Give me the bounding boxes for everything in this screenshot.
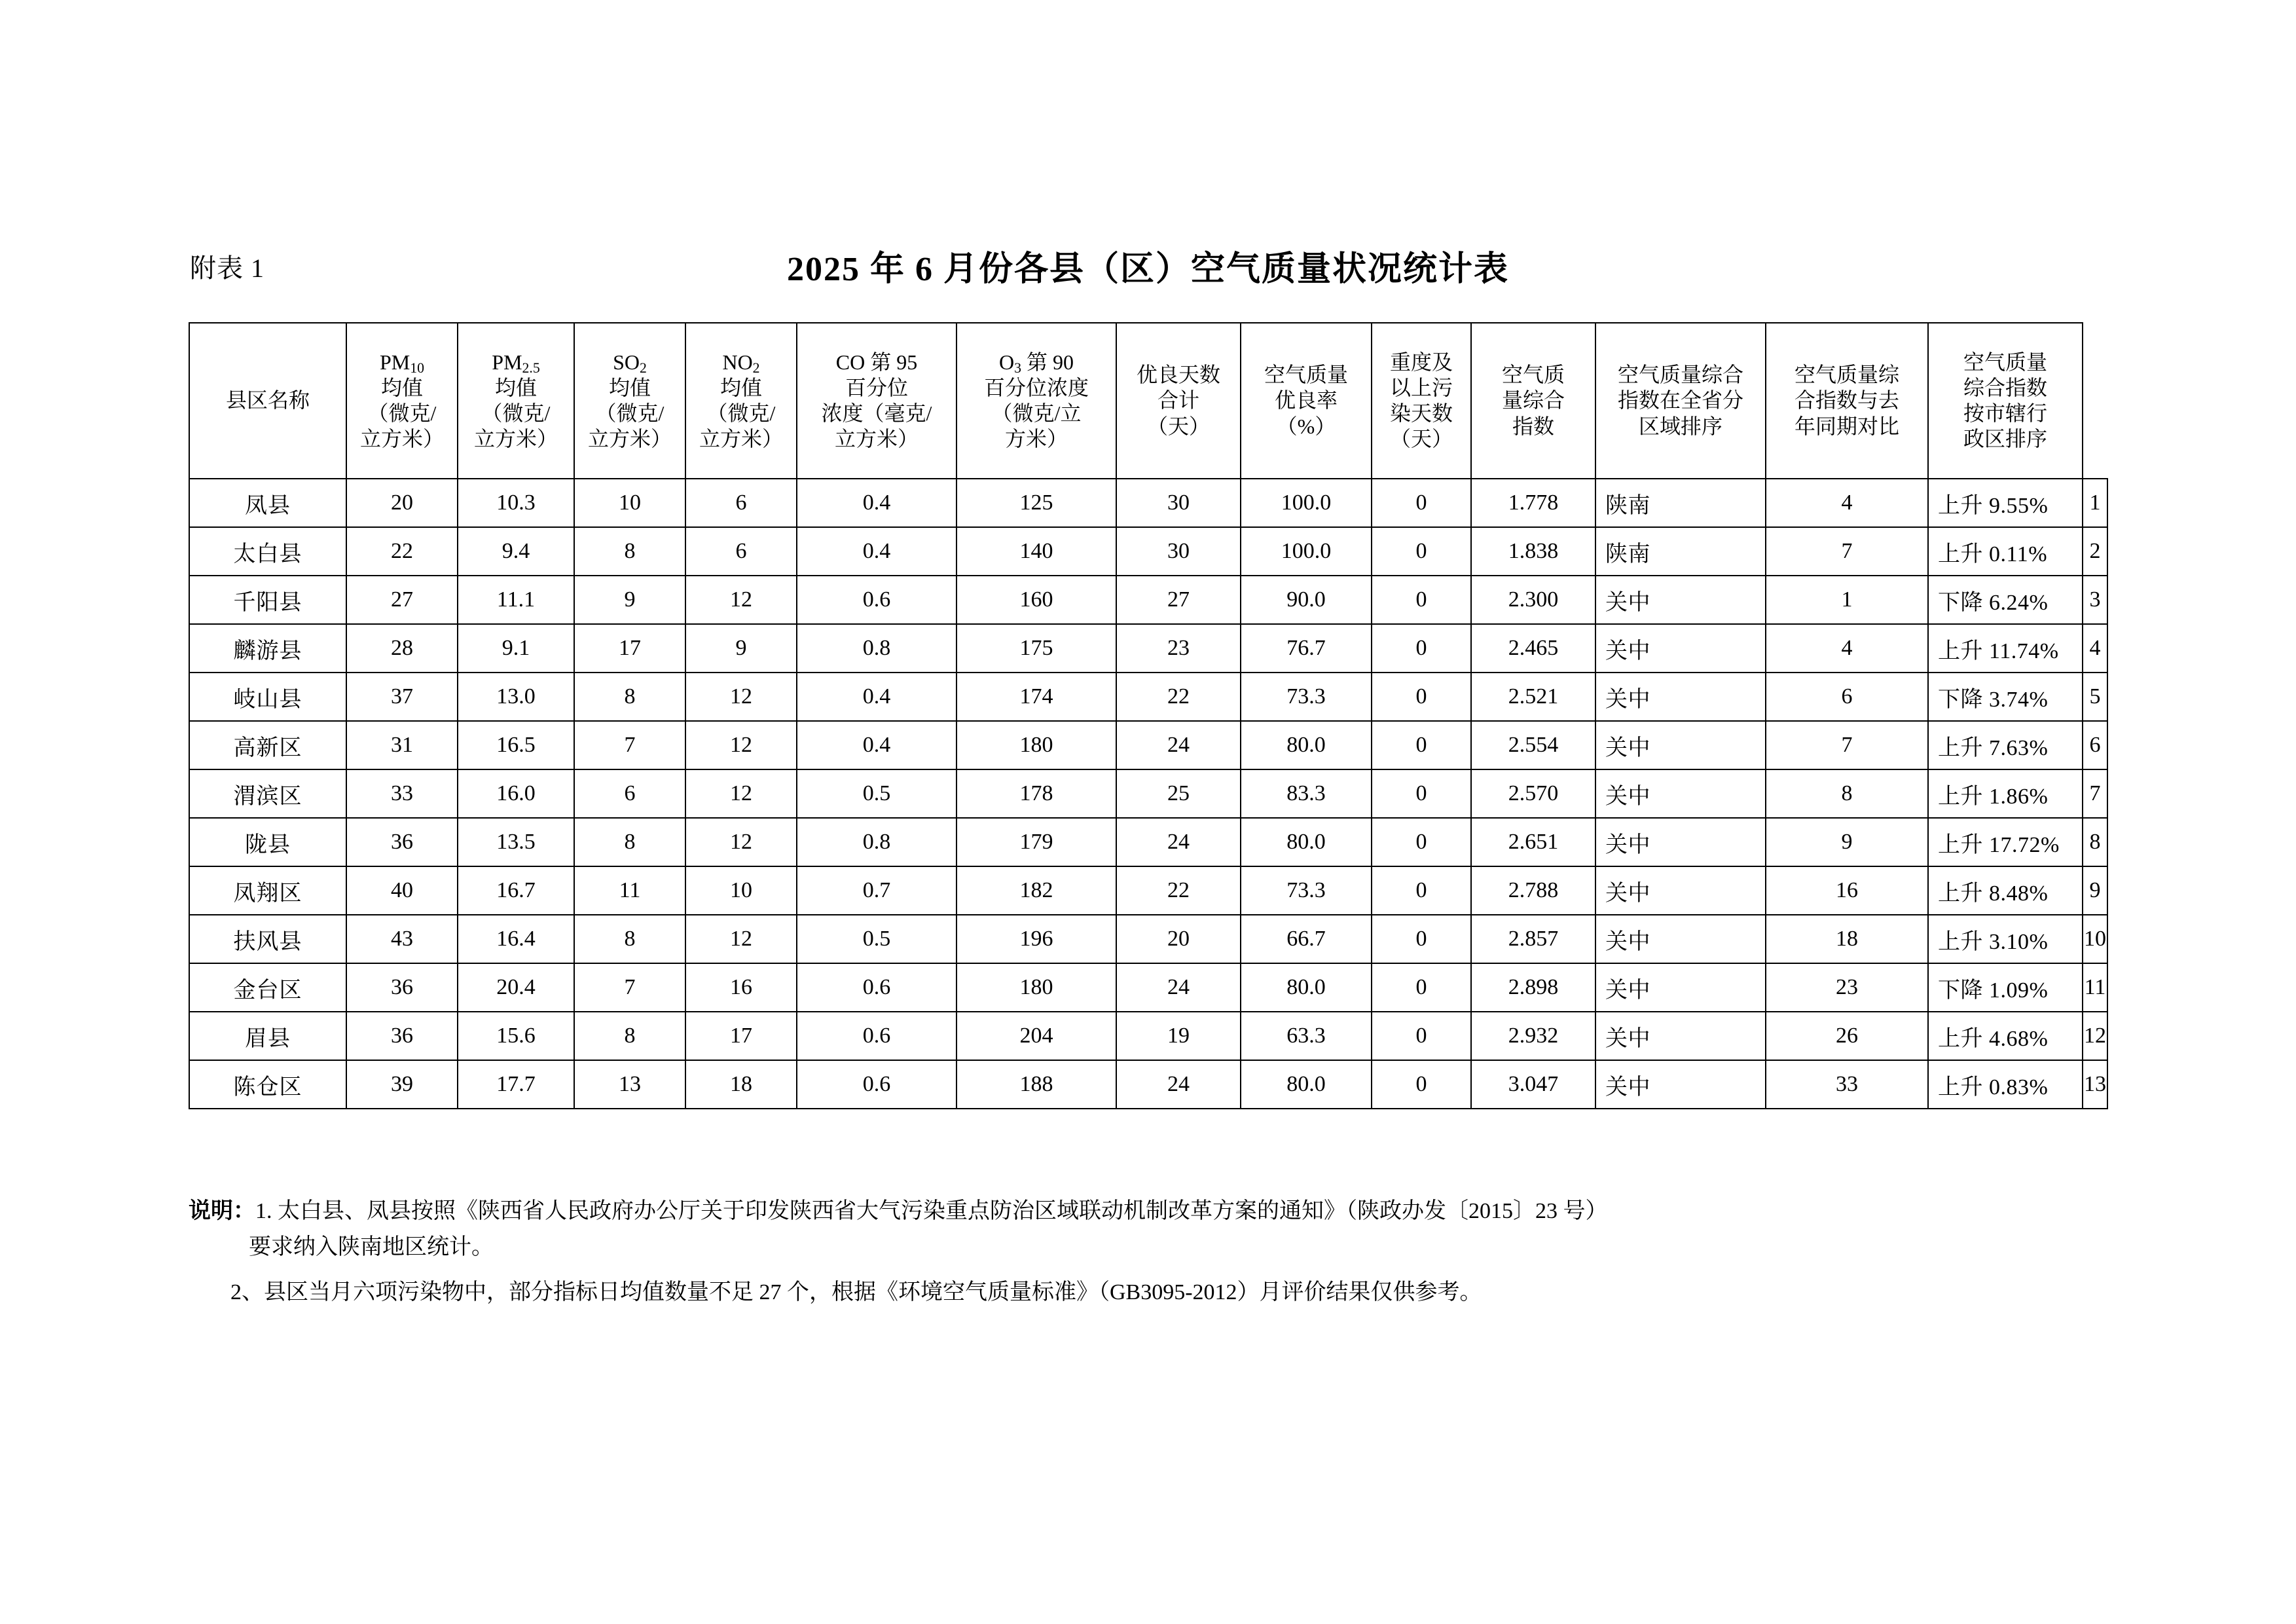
cell-city-rank: 8 xyxy=(2083,818,2107,866)
cell-comp-index: 2.932 xyxy=(1471,1012,1595,1060)
col-header-city-rank-line1: 空气质量 xyxy=(1963,350,2047,374)
cell-heavy-days: 0 xyxy=(1372,479,1471,527)
table-row xyxy=(189,963,2107,1012)
cell-pm10: 22 xyxy=(346,527,458,576)
cell-pm10: 31 xyxy=(346,721,458,769)
col-header-province-region xyxy=(1595,323,1766,479)
col-header-pm10-line3: （微克/ xyxy=(367,401,437,425)
cell-name: 凤翔区 xyxy=(189,866,346,915)
cell-pm10: 27 xyxy=(346,576,458,624)
cell-name: 凤县 xyxy=(189,479,346,527)
cell-co: 0.5 xyxy=(797,769,957,818)
cell-so2: 7 xyxy=(574,721,685,769)
col-header-good-rate-line2: 优良率 xyxy=(1274,388,1338,413)
col-header-no2-line2: 均值 xyxy=(720,375,762,399)
cell-name: 陇县 xyxy=(189,818,346,866)
col-header-o3-line1: $O_3$ 第 90 xyxy=(999,350,1074,377)
cell-comp-index: 2.857 xyxy=(1471,915,1595,963)
col-header-o3 xyxy=(957,323,1116,479)
cell-city-rank: 2 xyxy=(2083,527,2107,576)
cell-city-rank: 10 xyxy=(2083,915,2107,963)
cell-heavy-days: 0 xyxy=(1372,1060,1471,1109)
cell-o3: 182 xyxy=(957,866,1116,915)
cell-pm25: 17.7 xyxy=(458,1060,574,1109)
cell-region: 关中 xyxy=(1595,624,1766,673)
cell-name: 太白县 xyxy=(189,527,346,576)
cell-comp-index: 2.570 xyxy=(1471,769,1595,818)
cell-so2: 13 xyxy=(574,1060,685,1109)
cell-good-rate: 100.0 xyxy=(1241,479,1372,527)
cell-name: 麟游县 xyxy=(189,624,346,673)
cell-so2: 8 xyxy=(574,915,685,963)
cell-pm10: 36 xyxy=(346,818,458,866)
cell-co: 0.5 xyxy=(797,915,957,963)
col-header-no2-line1: $NO_2$ xyxy=(722,350,760,377)
col-header-heavy-days-line4: （天） xyxy=(1389,427,1453,451)
cell-name: 陈仓区 xyxy=(189,1060,346,1109)
col-header-so2-line3: （微克/ xyxy=(595,401,665,425)
cell-comp-index: 2.521 xyxy=(1471,673,1595,721)
cell-so2: 9 xyxy=(574,576,685,624)
cell-co: 0.4 xyxy=(797,527,957,576)
cell-city-rank: 3 xyxy=(2083,576,2107,624)
cell-so2: 6 xyxy=(574,769,685,818)
col-header-so2-line1: $SO_2$ xyxy=(613,350,647,377)
col-header-pm10-line2: 均值 xyxy=(380,375,423,399)
cell-name: 眉县 xyxy=(189,1012,346,1060)
cell-city-rank: 9 xyxy=(2083,866,2107,915)
cell-yoy: 上升 7.63% xyxy=(1928,721,2083,769)
notes-block xyxy=(189,1193,2126,1310)
col-header-no2-line4: 立方米） xyxy=(699,427,783,451)
cell-o3: 204 xyxy=(957,1012,1116,1060)
cell-no2: 12 xyxy=(685,769,797,818)
cell-good-days: 25 xyxy=(1116,769,1241,818)
cell-o3: 188 xyxy=(957,1060,1116,1109)
cell-yoy: 下降 3.74% xyxy=(1928,673,2083,721)
cell-good-days: 19 xyxy=(1116,1012,1241,1060)
cell-good-rate: 80.0 xyxy=(1241,721,1372,769)
col-header-good-rate-line1: 空气质量 xyxy=(1264,363,1348,387)
cell-pm25: 16.4 xyxy=(458,915,574,963)
cell-o3: 179 xyxy=(957,818,1116,866)
cell-region-rank: 7 xyxy=(1766,527,1928,576)
cell-good-rate: 73.3 xyxy=(1241,866,1372,915)
cell-so2: 8 xyxy=(574,527,685,576)
col-header-co-line2: 百分位 xyxy=(845,375,908,399)
cell-good-rate: 73.3 xyxy=(1241,673,1372,721)
table-row xyxy=(189,769,2107,818)
cell-comp-index: 2.554 xyxy=(1471,721,1595,769)
cell-region-rank: 26 xyxy=(1766,1012,1928,1060)
cell-pm10: 36 xyxy=(346,1012,458,1060)
col-header-city-rank-line3: 按市辖行 xyxy=(1963,401,2047,425)
col-header-good-rate-line3: （%） xyxy=(1276,414,1336,438)
cell-yoy: 上升 17.72% xyxy=(1928,818,2083,866)
col-header-so2-line4: 立方米） xyxy=(587,427,672,451)
col-header-co xyxy=(797,323,957,479)
cell-pm25: 9.4 xyxy=(458,527,574,576)
col-header-pm10 xyxy=(346,323,458,479)
cell-good-rate: 80.0 xyxy=(1241,818,1372,866)
cell-pm25: 20.4 xyxy=(458,963,574,1012)
cell-pm10: 36 xyxy=(346,963,458,1012)
cell-name: 金台区 xyxy=(189,963,346,1012)
cell-pm10: 33 xyxy=(346,769,458,818)
col-header-city-rank xyxy=(1928,323,2083,479)
cell-name: 渭滨区 xyxy=(189,769,346,818)
cell-good-rate: 76.7 xyxy=(1241,624,1372,673)
cell-region-rank: 1 xyxy=(1766,576,1928,624)
col-header-comp-index xyxy=(1471,323,1595,479)
col-header-name xyxy=(189,323,346,479)
cell-heavy-days: 0 xyxy=(1372,624,1471,673)
col-header-comp-index-line1: 空气质 xyxy=(1501,363,1565,387)
cell-no2: 6 xyxy=(685,527,797,576)
col-header-so2-line2: 均值 xyxy=(608,375,651,399)
col-header-pm25-line3: （微克/ xyxy=(481,401,551,425)
cell-city-rank: 6 xyxy=(2083,721,2107,769)
cell-comp-index: 2.651 xyxy=(1471,818,1595,866)
cell-so2: 11 xyxy=(574,866,685,915)
col-header-city-rank-line4: 政区排序 xyxy=(1963,427,2047,451)
cell-o3: 178 xyxy=(957,769,1116,818)
cell-co: 0.8 xyxy=(797,624,957,673)
cell-good-days: 24 xyxy=(1116,721,1241,769)
cell-no2: 12 xyxy=(685,721,797,769)
cell-yoy: 上升 0.11% xyxy=(1928,527,2083,576)
cell-yoy: 上升 11.74% xyxy=(1928,624,2083,673)
cell-comp-index: 2.465 xyxy=(1471,624,1595,673)
cell-no2: 12 xyxy=(685,673,797,721)
cell-region-rank: 33 xyxy=(1766,1060,1928,1109)
notes-line-1-cont: 要求纳入陕南地区统计。 xyxy=(249,1235,494,1260)
notes-line-1-text: 1. 太白县、凤县按照《陕西省人民政府办公厅关于印发陕西省大气污染重点防治区域联动机制改革方案的通知》（陕政办发〔2015〕23 号） xyxy=(255,1199,1608,1223)
cell-o3: 175 xyxy=(957,624,1116,673)
cell-so2: 8 xyxy=(574,818,685,866)
cell-heavy-days: 0 xyxy=(1372,721,1471,769)
col-header-good-days-line3: （天） xyxy=(1146,414,1210,438)
cell-region: 陕南 xyxy=(1595,527,1766,576)
cell-heavy-days: 0 xyxy=(1372,915,1471,963)
cell-no2: 6 xyxy=(685,479,797,527)
col-header-comp-index-line2: 量综合 xyxy=(1501,388,1565,413)
cell-yoy: 上升 0.83% xyxy=(1928,1060,2083,1109)
col-header-yoy-line2: 合指数与去 xyxy=(1794,388,1899,413)
cell-no2: 16 xyxy=(685,963,797,1012)
cell-o3: 160 xyxy=(957,576,1116,624)
col-header-pm25-line4: 立方米） xyxy=(473,427,558,451)
cell-region: 关中 xyxy=(1595,1060,1766,1109)
cell-pm25: 16.0 xyxy=(458,769,574,818)
cell-good-days: 22 xyxy=(1116,673,1241,721)
col-header-heavy-days-line3: 染天数 xyxy=(1389,401,1453,425)
cell-good-days: 24 xyxy=(1116,1060,1241,1109)
cell-co: 0.4 xyxy=(797,479,957,527)
cell-good-rate: 63.3 xyxy=(1241,1012,1372,1060)
cell-city-rank: 5 xyxy=(2083,673,2107,721)
cell-no2: 9 xyxy=(685,624,797,673)
col-header-yoy-line1: 空气质量综 xyxy=(1794,363,1899,387)
table-row xyxy=(189,527,2107,576)
col-header-yoy xyxy=(1766,323,1928,479)
cell-comp-index: 3.047 xyxy=(1471,1060,1595,1109)
table-header-row xyxy=(189,323,2107,479)
cell-pm25: 16.5 xyxy=(458,721,574,769)
cell-good-rate: 90.0 xyxy=(1241,576,1372,624)
cell-pm10: 20 xyxy=(346,479,458,527)
cell-heavy-days: 0 xyxy=(1372,1012,1471,1060)
cell-pm25: 13.0 xyxy=(458,673,574,721)
cell-pm10: 28 xyxy=(346,624,458,673)
cell-pm25: 15.6 xyxy=(458,1012,574,1060)
table-row xyxy=(189,673,2107,721)
cell-name: 扶风县 xyxy=(189,915,346,963)
table-row xyxy=(189,818,2107,866)
cell-yoy: 下降 1.09% xyxy=(1928,963,2083,1012)
col-header-comp-index-line3: 指数 xyxy=(1512,414,1554,438)
cell-good-days: 24 xyxy=(1116,963,1241,1012)
cell-pm25: 13.5 xyxy=(458,818,574,866)
cell-so2: 7 xyxy=(574,963,685,1012)
col-header-good-rate xyxy=(1241,323,1372,479)
col-header-heavy-days-line1: 重度及 xyxy=(1389,350,1453,374)
cell-o3: 125 xyxy=(957,479,1116,527)
cell-city-rank: 11 xyxy=(2083,963,2107,1012)
cell-no2: 18 xyxy=(685,1060,797,1109)
cell-good-rate: 83.3 xyxy=(1241,769,1372,818)
cell-pm10: 37 xyxy=(346,673,458,721)
cell-heavy-days: 0 xyxy=(1372,866,1471,915)
col-header-province-region-line1: 空气质量综合 xyxy=(1617,363,1743,387)
cell-good-days: 27 xyxy=(1116,576,1241,624)
cell-yoy: 上升 4.68% xyxy=(1928,1012,2083,1060)
table-row xyxy=(189,576,2107,624)
col-header-pm25-line1: $PM_{2.5}$ xyxy=(492,350,540,377)
cell-yoy: 上升 1.86% xyxy=(1928,769,2083,818)
col-header-good-days xyxy=(1116,323,1241,479)
cell-no2: 12 xyxy=(685,818,797,866)
notes-line-2: 2、县区当月六项污染物中，部分指标日均值数量不足 27 个，根据《环境空气质量标准》（GB3095-2012）月评价结果仅供参考。 xyxy=(230,1280,1482,1305)
cell-name: 千阳县 xyxy=(189,576,346,624)
col-header-heavy-days xyxy=(1372,323,1471,479)
cell-region-rank: 4 xyxy=(1766,624,1928,673)
col-header-pm10-line1: $PM_{10}$ xyxy=(380,350,424,377)
col-header-o3-line3: （微克/立 xyxy=(991,401,1082,425)
cell-comp-index: 1.838 xyxy=(1471,527,1595,576)
cell-yoy: 上升 9.55% xyxy=(1928,479,2083,527)
cell-yoy: 上升 3.10% xyxy=(1928,915,2083,963)
cell-heavy-days: 0 xyxy=(1372,576,1471,624)
page-title: 2025 年 6 月份各县（区）空气质量状况统计表 xyxy=(786,251,1509,288)
cell-region-rank: 16 xyxy=(1766,866,1928,915)
cell-heavy-days: 0 xyxy=(1372,769,1471,818)
cell-pm10: 39 xyxy=(346,1060,458,1109)
cell-comp-index: 2.300 xyxy=(1471,576,1595,624)
cell-o3: 140 xyxy=(957,527,1116,576)
table-row xyxy=(189,1012,2107,1060)
cell-heavy-days: 0 xyxy=(1372,673,1471,721)
cell-co: 0.6 xyxy=(797,1012,957,1060)
notes-line-1 xyxy=(189,1193,2126,1229)
cell-region: 关中 xyxy=(1595,1012,1766,1060)
col-header-province-region-line2: 指数在全省分 xyxy=(1617,388,1743,413)
col-header-no2 xyxy=(685,323,797,479)
cell-co: 0.6 xyxy=(797,576,957,624)
cell-good-days: 23 xyxy=(1116,624,1241,673)
col-header-heavy-days-line2: 以上污 xyxy=(1389,375,1453,399)
table-row xyxy=(189,866,2107,915)
col-header-name-line1: 县区名称 xyxy=(225,388,310,413)
col-header-good-days-line1: 优良天数 xyxy=(1136,363,1220,387)
cell-comp-index: 2.898 xyxy=(1471,963,1595,1012)
col-header-pm25-line2: 均值 xyxy=(494,375,537,399)
table-row xyxy=(189,721,2107,769)
cell-so2: 10 xyxy=(574,479,685,527)
cell-good-days: 24 xyxy=(1116,818,1241,866)
cell-city-rank: 13 xyxy=(2083,1060,2107,1109)
cell-region: 关中 xyxy=(1595,915,1766,963)
table-row xyxy=(189,624,2107,673)
col-header-o3-line4: 方米） xyxy=(1004,427,1068,451)
col-header-pm25 xyxy=(458,323,574,479)
table-row xyxy=(189,915,2107,963)
cell-city-rank: 12 xyxy=(2083,1012,2107,1060)
cell-heavy-days: 0 xyxy=(1372,527,1471,576)
cell-region: 关中 xyxy=(1595,721,1766,769)
cell-good-rate: 100.0 xyxy=(1241,527,1372,576)
cell-region: 关中 xyxy=(1595,818,1766,866)
cell-co: 0.4 xyxy=(797,673,957,721)
cell-city-rank: 7 xyxy=(2083,769,2107,818)
cell-o3: 180 xyxy=(957,963,1116,1012)
air-quality-table xyxy=(189,322,2108,1109)
cell-no2: 12 xyxy=(685,915,797,963)
cell-so2: 8 xyxy=(574,1012,685,1060)
col-header-so2 xyxy=(574,323,685,479)
cell-so2: 8 xyxy=(574,673,685,721)
cell-region: 关中 xyxy=(1595,963,1766,1012)
cell-region: 关中 xyxy=(1595,866,1766,915)
cell-region-rank: 18 xyxy=(1766,915,1928,963)
cell-o3: 174 xyxy=(957,673,1116,721)
cell-city-rank: 4 xyxy=(2083,624,2107,673)
cell-region-rank: 4 xyxy=(1766,479,1928,527)
cell-pm10: 40 xyxy=(346,866,458,915)
cell-co: 0.6 xyxy=(797,963,957,1012)
cell-so2: 17 xyxy=(574,624,685,673)
cell-o3: 196 xyxy=(957,915,1116,963)
table-row xyxy=(189,479,2107,527)
cell-pm25: 10.3 xyxy=(458,479,574,527)
cell-region-rank: 6 xyxy=(1766,673,1928,721)
cell-co: 0.7 xyxy=(797,866,957,915)
cell-o3: 180 xyxy=(957,721,1116,769)
cell-good-rate: 80.0 xyxy=(1241,1060,1372,1109)
cell-no2: 12 xyxy=(685,576,797,624)
cell-region-rank: 8 xyxy=(1766,769,1928,818)
cell-city-rank: 1 xyxy=(2083,479,2107,527)
cell-yoy: 下降 6.24% xyxy=(1928,576,2083,624)
cell-good-rate: 66.7 xyxy=(1241,915,1372,963)
notes-prefix: 说明： xyxy=(189,1199,255,1223)
cell-no2: 17 xyxy=(685,1012,797,1060)
cell-region: 陕南 xyxy=(1595,479,1766,527)
cell-no2: 10 xyxy=(685,866,797,915)
cell-co: 0.4 xyxy=(797,721,957,769)
col-header-yoy-line3: 年同期对比 xyxy=(1794,414,1899,438)
cell-yoy: 上升 8.48% xyxy=(1928,866,2083,915)
cell-comp-index: 1.778 xyxy=(1471,479,1595,527)
col-header-co-line1: CO 第 95 xyxy=(835,350,918,374)
table-row xyxy=(189,1060,2107,1109)
cell-good-days: 30 xyxy=(1116,527,1241,576)
cell-co: 0.8 xyxy=(797,818,957,866)
cell-pm10: 43 xyxy=(346,915,458,963)
col-header-city-rank-line2: 综合指数 xyxy=(1963,375,2047,399)
col-header-pm10-line4: 立方米） xyxy=(359,427,444,451)
cell-region: 关中 xyxy=(1595,673,1766,721)
cell-region-rank: 9 xyxy=(1766,818,1928,866)
cell-name: 高新区 xyxy=(189,721,346,769)
cell-name: 岐山县 xyxy=(189,673,346,721)
attachment-label: 附表 1 xyxy=(190,253,264,283)
cell-pm25: 11.1 xyxy=(458,576,574,624)
cell-region-rank: 7 xyxy=(1766,721,1928,769)
col-header-good-days-line2: 合计 xyxy=(1157,388,1199,413)
col-header-province-region-line3: 区域排序 xyxy=(1638,414,1722,438)
cell-heavy-days: 0 xyxy=(1372,818,1471,866)
cell-good-days: 20 xyxy=(1116,915,1241,963)
cell-good-days: 30 xyxy=(1116,479,1241,527)
cell-pm25: 16.7 xyxy=(458,866,574,915)
cell-good-days: 22 xyxy=(1116,866,1241,915)
col-header-co-line3: 浓度（毫克/ xyxy=(821,401,932,425)
col-header-co-line4: 立方米） xyxy=(834,427,919,451)
cell-co: 0.6 xyxy=(797,1060,957,1109)
col-header-o3-line2: 百分位浓度 xyxy=(983,375,1089,399)
cell-region: 关中 xyxy=(1595,769,1766,818)
cell-pm25: 9.1 xyxy=(458,624,574,673)
col-header-no2-line3: （微克/ xyxy=(706,401,776,425)
cell-heavy-days: 0 xyxy=(1372,963,1471,1012)
cell-good-rate: 80.0 xyxy=(1241,963,1372,1012)
cell-region: 关中 xyxy=(1595,576,1766,624)
cell-comp-index: 2.788 xyxy=(1471,866,1595,915)
cell-region-rank: 23 xyxy=(1766,963,1928,1012)
